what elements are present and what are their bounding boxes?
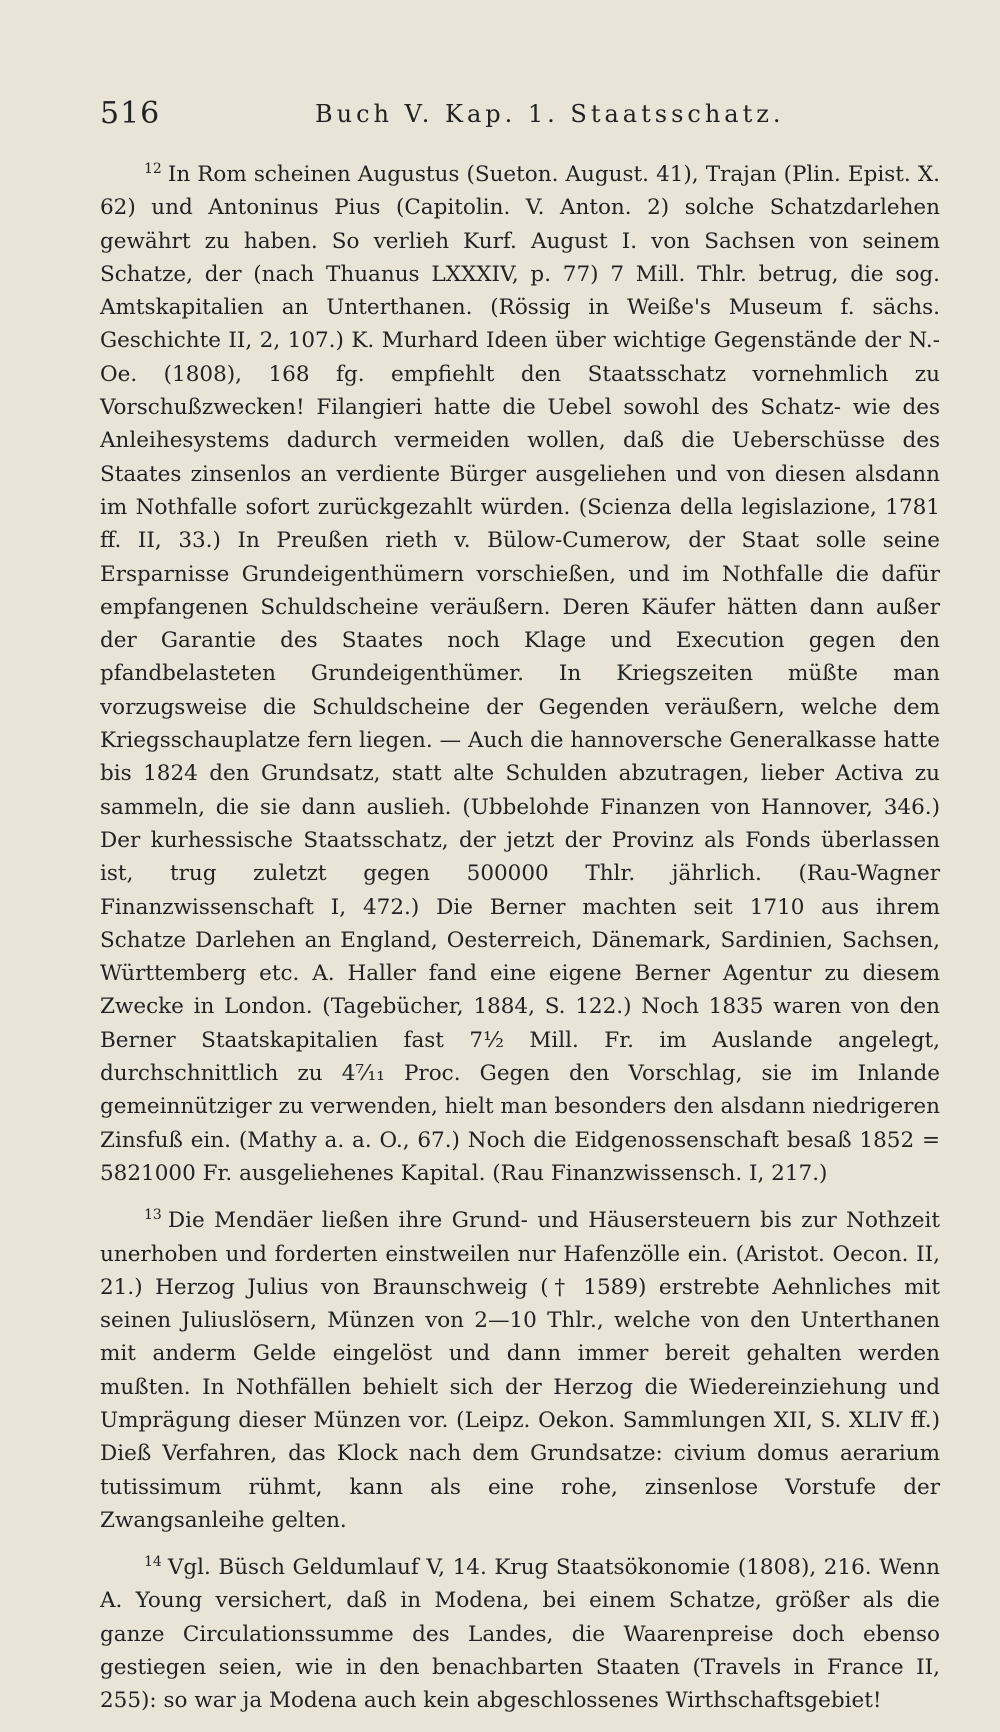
footnote-14 (100, 1551, 940, 1717)
footnote-number: 14 (144, 1554, 162, 1571)
footnote-13 (100, 1204, 940, 1537)
footnote-text: Die Mendäer ließen ihre Grund- und Häusersteuern bis zur Nothzeit unerhoben und forderten einstweilen nur Hafenzölle ein. (Aristot. Oecon. II, 21.) Herzog Julius von Braunschweig († 1589) erstrebte Aehnliches mit seinen Juliuslösern, Münzen von 2—10 Thlr., welche von den Unterthanen mit anderm Gelde eingelöst und dann immer bereit gehalten werden mußten. In Nothfällen behielt sich der Herzog die Wiedereinziehung und Umprägung dieser Münzen vor. (Leipz. Oekon. Sammlungen XII, S. XLIV ff.) Dieß Verfahren, das Klock nach dem Grundsatze: civium domus aerarium tutissimum rühmt, kann als eine rohe, zinsenlose Vorstufe der Zwangsanleihe gelten. (100, 1208, 940, 1533)
footnote-text: Vgl. Büsch Geldumlauf V, 14. Krug Staatsökonomie (1808), 216. Wenn A. Young versichert, daß in Modena, bei einem Schatze, größer als die ganze Circulationssumme des Landes, die Waarenpreise doch ebenso gestiegen seien, wie in den benachbarten Staaten (Travels in France II, 255): so war ja Modena auch kein abgeschlossenes Wirthschaftsgebiet! (100, 1555, 940, 1714)
footnotes-section (100, 158, 940, 1732)
running-head: Buch V. Kap. 1. Staatsschatz. (315, 100, 785, 128)
footnote-12 (100, 158, 940, 1190)
footnote-text: In Rom scheinen Augustus (Sueton. August. 41), Trajan (Plin. Epist. X. 62) und Antoninus Pius (Capitolin. V. Anton. 2) solche Schatzdarlehen gewährt zu haben. So verlieh Kurf. August I. von Sachsen von seinem Schatze, der (nach Thuanus LXXXIV, p. 77) 7 Mill. Thlr. betrug, die sog. Amtskapitalien an Unterthanen. (Rössig in Weiße's Museum f. sächs. Geschichte II, 2, 107.) K. Murhard Ideen über wichtige Gegenstände der N.-Oe. (1808), 168 fg. empfiehlt den Staatsschatz vornehmlich zu Vorschußzwecken! Filangieri hatte die Uebel sowohl des Schatz- wie des Anleihesystems dadurch vermeiden wollen, daß die Ueberschüsse des Staates zinsenlos an verdiente Bürger ausgeliehen und von diesen alsdann im Nothfalle sofort zurückgezahlt würden. (Scienza della legislazione, 1781 ff. II, 33.) In Preußen rieth v. Bülow-Cumerow, der Staat solle seine Ersparnisse Grundeigenthümern vorschießen, und im Nothfalle die dafür empfangenen Schuldscheine veräußern. Deren Käufer hätten dann außer der Garantie des Staates noch Klage und Execution gegen den pfandbelasteten Grundeigenthümer. In Kriegszeiten müßte man vorzugsweise die Schuldscheine der Gegenden veräußern, welche dem Kriegsschauplatze fern liegen. — Auch die hannoversche Generalkasse hatte bis 1824 den Grundsatz, statt alte Schulden abzutragen, lieber Activa zu sammeln, die sie dann auslieh. (Ubbelohde Finanzen von Hannover, 346.) Der kurhessische Staatsschatz, der jetzt der Provinz als Fonds überlassen ist, trug zuletzt gegen 500000 Thlr. jährlich. (Rau-Wagner Finanzwissenschaft I, 472.) Die Berner machten seit 1710 aus ihrem Schatze Darlehen an England, Oesterreich, Dänemark, Sardinien, Sachsen, Württemberg etc. A. Haller fand eine eigene Berner Agentur zu diesem Zwecke in London. (Tagebücher, 1884, S. 122.) Noch 1835 waren von den Berner Staatskapitalien fast 7½ Mill. Fr. im Auslande angelegt, durchschnittlich zu 4⁷⁄₁₁ Proc. Gegen den Vorschlag, sie im Inlande gemeinnütziger zu verwenden, hielt man besonders den alsdann niedrigeren Zinsfuß ein. (Mathy a. a. O., 67.) Noch die Eidgenossenschaft besaß 1852 = 5821000 Fr. ausgeliehenes Kapital. (Rau Finanzwissensch. I, 217.) (100, 162, 940, 1186)
footnote-number: 12 (144, 160, 162, 177)
page-header (100, 96, 940, 136)
page-number: 516 (100, 96, 161, 131)
footnote-number: 13 (144, 1207, 162, 1224)
